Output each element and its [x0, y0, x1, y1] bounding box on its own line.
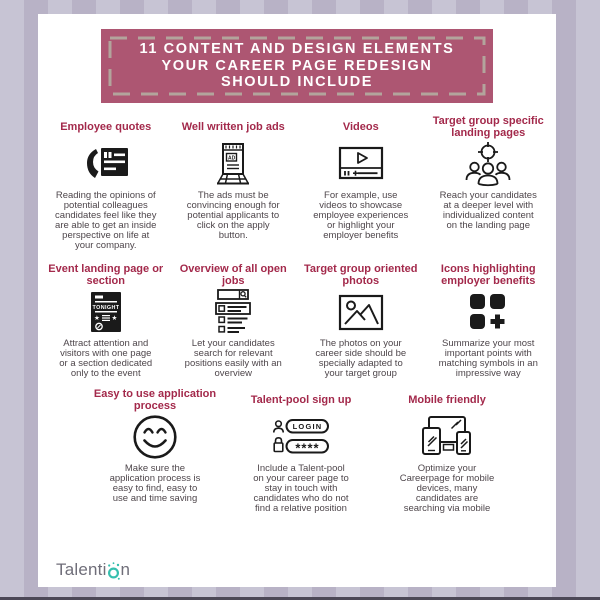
talention-logo [56, 560, 130, 580]
item-description: Reading the opinions of potential colleagues candidates feel like they are able to get an inside perspective on life at your company. [55, 190, 157, 251]
job-ad-label: AD [228, 155, 236, 162]
login-label: LOGIN [292, 422, 323, 431]
page-title-line-2: YOUR CAREER PAGE REDESIGN [161, 57, 433, 74]
smiley-icon [82, 415, 228, 459]
item-target-group-landing-pages [428, 116, 550, 251]
item-title: Overview of all open jobs [179, 263, 287, 287]
item-well-written-job-ads [173, 116, 295, 251]
item-easy-application-process [82, 389, 228, 514]
item-event-landing-page [45, 264, 167, 379]
item-title: Icons highlighting employer benefits [440, 263, 536, 287]
item-title: Videos [342, 120, 379, 133]
row-1 [38, 116, 556, 251]
benefit-grid-icon [428, 290, 550, 334]
item-description: Include a Talent-pool on your career page to stay in touch with candidates who do not find a relative position [253, 463, 349, 514]
brand-text-before: Talenti [56, 560, 107, 579]
password-mask-label: **** [295, 440, 320, 455]
item-description: The photos on your career side should be specially adapted to your target group [315, 338, 407, 379]
target-group-icon [428, 142, 550, 186]
job-ad-poster-icon [173, 142, 295, 186]
item-title: Target group oriented photos [304, 263, 418, 287]
row-3 [38, 389, 556, 514]
svg-text:★: ★ [111, 315, 118, 322]
event-poster-label: TONIGHT [92, 304, 120, 311]
devices-icon [374, 415, 520, 459]
item-icons-employer-benefits [428, 264, 550, 379]
brand-text-after: n [120, 560, 131, 579]
item-title: Mobile friendly [408, 393, 486, 406]
item-description: Summarize your most important points with matching symbols in an impressive way [438, 338, 538, 379]
login-form-icon [228, 415, 374, 459]
job-search-list-icon [173, 290, 295, 334]
item-title: Well written job ads [181, 120, 285, 133]
photo-icon [300, 290, 422, 334]
item-mobile-friendly [374, 389, 520, 514]
item-description: Attract attention and visitors with one page or a section dedicated only to the event [59, 338, 153, 379]
item-talent-pool-sign-up [228, 389, 374, 514]
item-overview-open-jobs [173, 264, 295, 379]
page-title-line-3: SHOULD INCLUDE [220, 74, 374, 90]
item-title: Talent-pool sign up [250, 393, 352, 406]
item-target-group-photos [300, 264, 422, 379]
item-description: Reach your candidates at a deeper level with individualized content on the landing page [439, 190, 537, 231]
item-description: For example, use videos to showcase employee experiences or highlight your employer benefits [313, 190, 409, 241]
item-title: Event landing page or section [48, 263, 164, 287]
header-banner [101, 29, 493, 103]
page-title-line-1: 11 CONTENT AND DESIGN ELEMENTS [139, 41, 455, 57]
item-title: Easy to use application process [93, 388, 217, 412]
item-title: Employee quotes [60, 120, 152, 133]
item-description: Make sure the application process is easy to find, easy to use and time saving [109, 463, 201, 504]
video-player-icon [300, 142, 422, 186]
item-employee-quotes [45, 116, 167, 251]
item-description: The ads must be convincing enough for potential applicants to click on the apply button. [186, 190, 280, 241]
item-videos [300, 116, 422, 251]
item-title: Target group specific landing pages [432, 115, 544, 139]
svg-text:★: ★ [93, 315, 100, 322]
row-2 [38, 264, 556, 379]
brand-o-icon [107, 561, 120, 580]
infographic-card [38, 14, 556, 587]
quote-card-icon [45, 142, 167, 186]
item-description: Let your candidates search for relevant positions easily with an overview [184, 338, 282, 379]
event-poster-icon [45, 290, 167, 334]
page-title [101, 29, 493, 91]
item-description: Optimize your Careerpage for mobile devices, many candidates are searching via mobile [399, 463, 495, 514]
